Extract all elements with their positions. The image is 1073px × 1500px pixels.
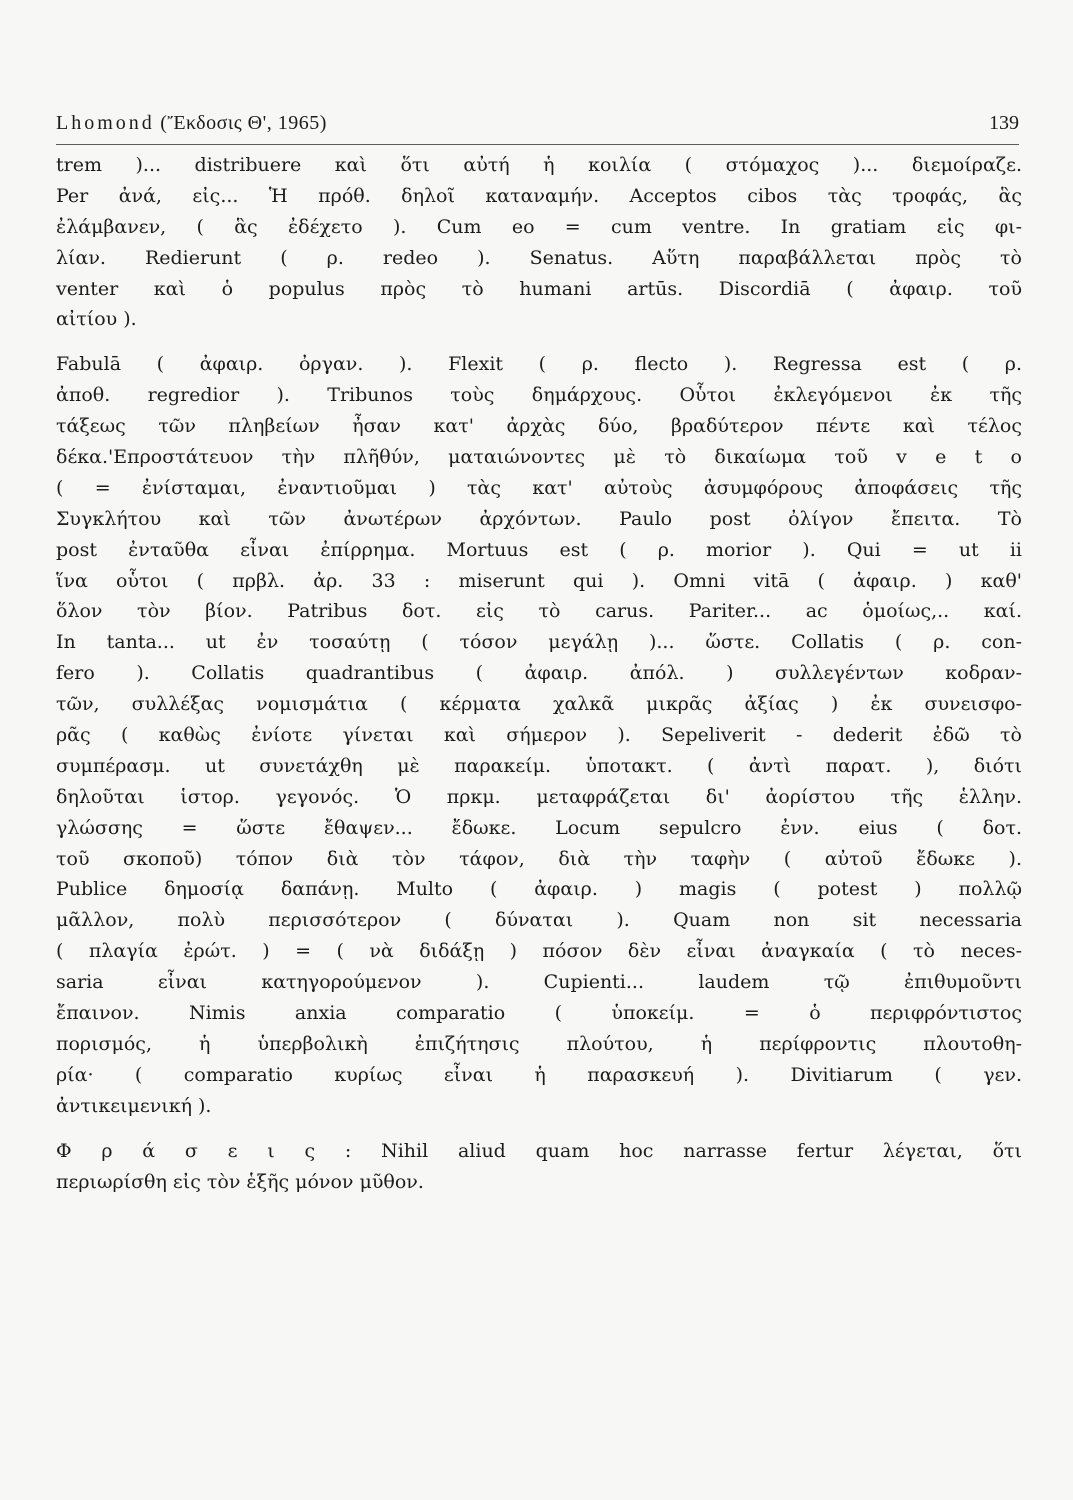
text-line: trem )... distribuere καὶ ὅτι αὐτή ἡ κοιλία ( στόμαχος )... διεμοίραζε. (56, 154, 1022, 176)
page-number: 139 (989, 112, 1019, 134)
text-line: ἔπαινον. Nimis anxia comparatio ( ὑποκείμ. = ὁ περιφρόντιστος (56, 1002, 1022, 1025)
text-line: ἐλάμβανεν, ( ἃς ἐδέχετο ). Cum eo = cum ventre. In gratiam εἰς φι- (56, 215, 1022, 238)
header-title (56, 112, 327, 135)
text-line: περιωρίσθη εἰς τὸν ἑξῆς μόνον μῦθον. (56, 1170, 424, 1193)
text-line: venter καὶ ὁ populus πρὸς τὸ humani artūs. Discordiā ( ἀφαιρ. τοῦ (56, 277, 1022, 300)
text-line: γλώσσης = ὥστε ἔθαψεν... ἔδωκε. Locum sepulcro ἐνν. eius ( δοτ. (56, 816, 1022, 839)
text-line: πορισμός, ἡ ὑπερβολικὴ ἐπιζήτησις πλούτου, ἡ περίφροντις πλουτοθη- (56, 1032, 1022, 1055)
paragraph (56, 349, 1022, 1121)
paragraph-gap (56, 1122, 1022, 1136)
text-line: Per ἀνά, εἰς... Ἡ πρόθ. δηλοῖ καταναμήν. Acceptos cibos τὰς τροφάς, ἃς (56, 184, 1022, 207)
text-line: ἀποθ. regredior ). Tribunos τοὺς δημάρχους. Οὗτοι ἐκλεγόμενοι ἐκ τῆς (56, 384, 1022, 407)
text-line: ρᾶς ( καθὼς ἐνίοτε γίνεται καὶ σήμερον ). Sepeliverit - dederit ἐδῶ τὸ (56, 724, 1022, 747)
text-line: τῶν, συλλέξας νομισμάτια ( κέρματα χαλκᾶ μικρᾶς ἀξίας ) ἐκ συνεισφο- (56, 693, 1022, 716)
text-line: ( πλαγία ἐρώτ. ) = ( νὰ διδάξῃ ) πόσον δὲν εἶναι ἀναγκαία ( τὸ neces- (56, 940, 1022, 963)
text-line: ἀντικειμενική ). (56, 1094, 212, 1117)
header-author: Lhomond (56, 112, 155, 134)
text-line: Fabulā ( ἀφαιρ. ὀργαν. ). Flexit ( ρ. flecto ). Regressa est ( ρ. (56, 353, 1022, 376)
text-line: συμπέρασμ. ut συνετάχθη μὲ παρακείμ. ὑποτακτ. ( ἀντὶ παρατ. ), διότι (56, 754, 1022, 777)
text-line: ἵνα οὗτοι ( πρβλ. ἀρ. 33 : miserunt qui ). Omni vitā ( ἀφαιρ. ) καθ' (56, 569, 1022, 592)
commentary-text (56, 150, 1022, 1197)
text-line: τάξεως τῶν πληβείων ἦσαν κατ' ἀρχὰς δύο, βραδύτερον πέντε καὶ τέλος (56, 415, 1022, 438)
text-line: δέκα.'Επροστάτευον τὴν πλῆθύν, ματαιώνοντες μὲ τὸ δικαίωμα τοῦ v e t o (56, 446, 1022, 469)
text-line: ὅλον τὸν βίον. Patribus δοτ. εἰς τὸ carus. Pariter... ac ὁμοίως,.. καί. (56, 600, 1022, 623)
text-line: saria εἶναι κατηγορούμενον ). Cupienti... laudem τῷ ἐπιθυμοῦντι (56, 971, 1022, 994)
paragraph (56, 1136, 1022, 1198)
text-line: λίαν. Redierunt ( ρ. redeo ). Senatus. Αὕτη παραβάλλεται πρὸς τὸ (56, 246, 1022, 269)
running-header (56, 112, 1019, 145)
text-line: αἰτίου ). (56, 308, 137, 331)
text-line: τοῦ σκοποῦ) τόπον διὰ τὸν τάφον, διὰ τὴν ταφὴν ( αὐτοῦ ἔδωκε ). (56, 847, 1022, 870)
text-line: ρία· ( comparatio κυρίως εἶναι ἡ παρασκευή ). Divitiarum ( γεν. (56, 1063, 1022, 1086)
text-line: Publice δημοσίᾳ δαπάνῃ. Multo ( ἀφαιρ. ) magis ( potest ) πολλῷ (56, 878, 1022, 901)
text-line: δηλοῦται ἱστορ. γεγονός. Ὁ πρκμ. μεταφράζεται δι' ἀορίστου τῆς ἑλλην. (56, 785, 1022, 808)
header-edition: (Ἔκδοσις Θ', 1965) (160, 112, 327, 134)
text-line: fero ). Collatis quadrantibus ( ἀφαιρ. ἀπόλ. ) συλλεγέντων κοδραν- (56, 662, 1022, 685)
text-line: post ἐνταῦθα εἶναι ἐπίρρημα. Mortuus est ( ρ. morior ). Qui = ut ii (56, 538, 1022, 561)
paragraph (56, 150, 1022, 335)
text-line: μᾶλλον, πολὺ περισσότερον ( δύναται ). Quam non sit necessaria (56, 909, 1022, 932)
paragraph-gap (56, 335, 1022, 349)
text-line: Συγκλήτου καὶ τῶν ἀνωτέρων ἀρχόντων. Paulo post ὀλίγον ἔπειτα. Τὸ (56, 507, 1022, 530)
text-line: Φ ρ ά σ ε ι ς : Nihil aliud quam hoc narrasse fertur λέγεται, ὅτι (56, 1139, 1022, 1162)
text-line: In tanta... ut ἐν τοσαύτῃ ( τόσον μεγάλῃ )... ὥστε. Collatis ( ρ. con- (56, 631, 1022, 654)
text-line: ( = ἐνίσταμαι, ἐναντιοῦμαι ) τὰς κατ' αὐτοὺς ἀσυμφόρους ἀποφάσεις τῆς (56, 476, 1022, 499)
